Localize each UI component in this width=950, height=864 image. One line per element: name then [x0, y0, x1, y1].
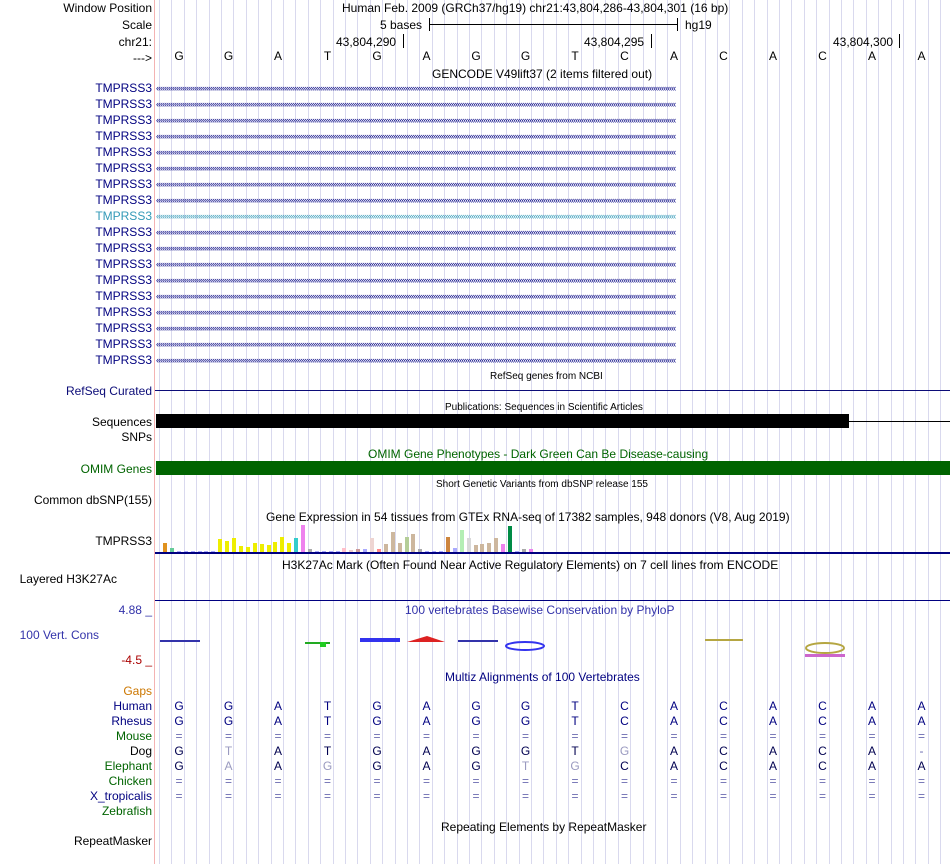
strand-label: --->	[133, 51, 152, 65]
alignment-base: A	[273, 744, 282, 758]
alignment-base: =	[719, 774, 727, 788]
base-letter: A	[422, 49, 431, 63]
alignment-base: A	[867, 699, 876, 713]
base-letter: A	[768, 49, 777, 63]
gridline	[605, 0, 606, 864]
alignment-base: G	[520, 744, 531, 758]
gencode-gene-label[interactable]: TMPRSS3	[95, 209, 152, 223]
alignment-base: C	[719, 714, 728, 728]
alignment-base: G	[372, 714, 382, 728]
pubs-sequence-line	[849, 421, 950, 422]
alignment-base: =	[224, 774, 232, 788]
gtex-tissue-bar[interactable]	[273, 542, 277, 552]
gencode-transcript-line[interactable]: ‹‹‹‹‹‹‹‹‹‹‹‹‹‹‹‹‹‹‹‹‹‹‹‹‹‹‹‹‹‹‹‹‹‹‹‹‹‹‹‹‹‹‹‹‹‹‹‹‹‹‹‹‹‹‹‹‹‹‹‹‹‹‹‹‹‹‹‹‹‹‹‹‹‹‹‹‹‹‹‹‹‹‹‹‹‹‹‹‹‹‹‹‹‹‹‹‹‹‹‹‹‹‹‹‹‹‹‹‹‹‹‹‹‹‹‹‹‹‹‹‹‹‹‹‹‹‹‹‹‹‹‹‹‹‹‹‹‹‹‹‹‹‹‹‹‹‹‹‹‹‹‹‹‹‹‹‹‹‹‹‹‹‹‹‹‹‹‹‹‹‹‹‹‹‹‹‹‹‹‹‹‹‹‹‹‹‹‹‹‹‹‹‹‹‹‹‹‹‹‹‹‹‹‹‹‹‹‹‹‹‹‹‹‹‹‹‹‹‹‹‹‹‹‹‹‹‹‹‹‹‹‹‹‹‹‹‹‹‹‹‹‹‹‹‹‹‹‹‹‹‹‹‹‹‹‹‹‹‹‹	[156, 244, 676, 252]
omim-track-label[interactable]: OMIM Genes	[80, 462, 152, 476]
gridline	[791, 0, 792, 864]
alignment-base: G	[570, 759, 580, 773]
alignment-base: =	[373, 774, 381, 788]
gtex-tissue-bar[interactable]	[398, 543, 402, 552]
gencode-transcript-line[interactable]: ‹‹‹‹‹‹‹‹‹‹‹‹‹‹‹‹‹‹‹‹‹‹‹‹‹‹‹‹‹‹‹‹‹‹‹‹‹‹‹‹‹‹‹‹‹‹‹‹‹‹‹‹‹‹‹‹‹‹‹‹‹‹‹‹‹‹‹‹‹‹‹‹‹‹‹‹‹‹‹‹‹‹‹‹‹‹‹‹‹‹‹‹‹‹‹‹‹‹‹‹‹‹‹‹‹‹‹‹‹‹‹‹‹‹‹‹‹‹‹‹‹‹‹‹‹‹‹‹‹‹‹‹‹‹‹‹‹‹‹‹‹‹‹‹‹‹‹‹‹‹‹‹‹‹‹‹‹‹‹‹‹‹‹‹‹‹‹‹‹‹‹‹‹‹‹‹‹‹‹‹‹‹‹‹‹‹‹‹‹‹‹‹‹‹‹‹‹‹‹‹‹‹‹‹‹‹‹‹‹‹‹‹‹‹‹‹‹‹‹‹‹‹‹‹‹‹‹‹‹‹‹‹‹‹‹‹‹‹‹‹‹‹‹‹‹‹‹‹‹‹‹‹‹‹‹‹‹‹‹‹	[156, 100, 676, 108]
gridline	[742, 0, 743, 864]
alignment-base: C	[620, 714, 629, 728]
species-label[interactable]: Human	[113, 699, 152, 713]
alignment-base: C	[818, 759, 827, 773]
gtex-track-title: Gene Expression in 54 tissues from GTEx RNA-seq of 17382 samples, 948 donors (V8, Aug 2019)	[266, 510, 790, 524]
gridline	[891, 0, 892, 864]
alignment-base: G	[174, 759, 184, 773]
multiz-track-title: Multiz Alignments of 100 Vertebrates	[445, 670, 640, 684]
alignment-base: G	[471, 744, 481, 758]
cons-track-label[interactable]: 100 Vert. Cons	[19, 628, 99, 642]
alignment-base: A	[917, 759, 926, 773]
alignment-base: =	[868, 789, 876, 803]
species-label[interactable]: Dog	[129, 744, 152, 758]
gridline	[903, 0, 904, 864]
alignment-base: G	[619, 744, 630, 758]
dbsnp-track-label[interactable]: Common dbSNP(155)	[33, 493, 152, 507]
gridline	[705, 0, 706, 864]
cons-mark	[506, 642, 544, 650]
gridline	[692, 0, 693, 864]
alignment-base: =	[175, 729, 183, 743]
base-letter: A	[867, 49, 876, 63]
alignment-base: =	[670, 774, 678, 788]
alignment-base: =	[422, 729, 430, 743]
pubs-track-title: Publications: Sequences in Scientific Articles	[445, 402, 643, 413]
gencode-gene-label[interactable]: TMPRSS3	[95, 305, 152, 319]
base-letter: G	[174, 49, 184, 63]
window-position-label: Window Position	[63, 1, 152, 15]
alignment-base: =	[719, 789, 727, 803]
base-letter: G	[471, 49, 481, 63]
cons-ymin-label: -4.5 _	[121, 653, 152, 667]
gtex-tissue-bar[interactable]	[411, 534, 415, 552]
scale-bar-text: 5 bases	[380, 18, 423, 32]
alignment-base: =	[422, 789, 430, 803]
cons-mark	[407, 636, 445, 642]
gridline	[308, 0, 309, 864]
alignment-base: T	[571, 699, 579, 713]
genome-browser-tracks[interactable]	[155, 0, 950, 864]
scale-bar-right-tick	[677, 18, 678, 31]
alignment-base: C	[818, 699, 827, 713]
species-label[interactable]: Rhesus	[111, 714, 152, 728]
alignment-base: A	[768, 744, 777, 758]
window-position-text: Human Feb. 2009 (GRCh37/hg19) chr21:43,804,286-43,804,301 (16 bp)	[342, 1, 729, 15]
alignment-base: G	[471, 714, 481, 728]
alignment-base: A	[422, 699, 431, 713]
alignment-base: =	[769, 774, 777, 788]
alignment-base: T	[571, 744, 579, 758]
gencode-gene-label[interactable]: TMPRSS3	[95, 241, 152, 255]
cons-mark	[305, 642, 330, 644]
pubs-sequence-bar[interactable]	[156, 414, 849, 428]
refseq-track-label[interactable]: RefSeq Curated	[65, 384, 152, 398]
gencode-gene-label[interactable]: TMPRSS3	[95, 177, 152, 191]
gencode-gene-label[interactable]: TMPRSS3	[95, 321, 152, 335]
gridline	[593, 0, 594, 864]
gridline	[506, 0, 507, 864]
gtex-tissue-bar[interactable]	[253, 543, 257, 552]
gtex-expression-chart[interactable]	[155, 524, 950, 552]
alignment-base: =	[620, 774, 628, 788]
alignment-base: T	[571, 714, 579, 728]
h3k27ac-track-title: H3K27Ac Mark (Often Found Near Active Regulatory Elements) on 7 cell lines from ENCODE	[282, 558, 779, 572]
alignment-base: C	[719, 699, 728, 713]
refseq-track-title: RefSeq genes from NCBI	[490, 371, 603, 382]
alignment-base: C	[620, 699, 629, 713]
repeatmasker-track-title: Repeating Elements by RepeatMasker	[441, 820, 647, 834]
gtex-track-label[interactable]: TMPRSS3	[95, 534, 152, 548]
gridline	[407, 0, 408, 864]
gtex-tissue-bar[interactable]	[467, 538, 471, 552]
base-letter: G	[372, 49, 382, 63]
base-letter: T	[571, 49, 579, 63]
alignment-base: G	[223, 714, 234, 728]
gencode-gene-label[interactable]: TMPRSS3	[95, 289, 152, 303]
alignment-base: A	[422, 714, 431, 728]
gencode-gene-label[interactable]: TMPRSS3	[95, 257, 152, 271]
base-letter: C	[818, 49, 827, 63]
gencode-gene-label[interactable]: TMPRSS3	[95, 113, 152, 127]
alignment-base: A	[669, 699, 678, 713]
alignment-base: =	[769, 789, 777, 803]
alignment-base: A	[768, 759, 777, 773]
alignment-base: G	[174, 699, 184, 713]
gtex-tissue-bar[interactable]	[294, 538, 298, 552]
gtex-tissue-bar[interactable]	[370, 538, 374, 552]
alignment-base: G	[372, 744, 382, 758]
alignment-base: =	[719, 729, 727, 743]
gtex-tissue-bar[interactable]	[508, 526, 512, 552]
gencode-transcript-line[interactable]: ‹‹‹‹‹‹‹‹‹‹‹‹‹‹‹‹‹‹‹‹‹‹‹‹‹‹‹‹‹‹‹‹‹‹‹‹‹‹‹‹‹‹‹‹‹‹‹‹‹‹‹‹‹‹‹‹‹‹‹‹‹‹‹‹‹‹‹‹‹‹‹‹‹‹‹‹‹‹‹‹‹‹‹‹‹‹‹‹‹‹‹‹‹‹‹‹‹‹‹‹‹‹‹‹‹‹‹‹‹‹‹‹‹‹‹‹‹‹‹‹‹‹‹‹‹‹‹‹‹‹‹‹‹‹‹‹‹‹‹‹‹‹‹‹‹‹‹‹‹‹‹‹‹‹‹‹‹‹‹‹‹‹‹‹‹‹‹‹‹‹‹‹‹‹‹‹‹‹‹‹‹‹‹‹‹‹‹‹‹‹‹‹‹‹‹‹‹‹‹‹‹‹‹‹‹‹‹‹‹‹‹‹‹‹‹‹‹‹‹‹‹‹‹‹‹‹‹‹‹‹‹‹‹‹‹‹‹‹‹‹‹‹‹‹‹‹‹‹‹‹‹‹‹‹‹‹‹‹‹‹	[156, 292, 676, 300]
alignment-base: =	[917, 789, 925, 803]
alignment-base: A	[224, 759, 233, 773]
alignment-base: =	[422, 774, 430, 788]
assembly-label: hg19	[685, 18, 712, 32]
alignment-base: =	[670, 729, 678, 743]
gencode-transcript-line[interactable]: ‹‹‹‹‹‹‹‹‹‹‹‹‹‹‹‹‹‹‹‹‹‹‹‹‹‹‹‹‹‹‹‹‹‹‹‹‹‹‹‹‹‹‹‹‹‹‹‹‹‹‹‹‹‹‹‹‹‹‹‹‹‹‹‹‹‹‹‹‹‹‹‹‹‹‹‹‹‹‹‹‹‹‹‹‹‹‹‹‹‹‹‹‹‹‹‹‹‹‹‹‹‹‹‹‹‹‹‹‹‹‹‹‹‹‹‹‹‹‹‹‹‹‹‹‹‹‹‹‹‹‹‹‹‹‹‹‹‹‹‹‹‹‹‹‹‹‹‹‹‹‹‹‹‹‹‹‹‹‹‹‹‹‹‹‹‹‹‹‹‹‹‹‹‹‹‹‹‹‹‹‹‹‹‹‹‹‹‹‹‹‹‹‹‹‹‹‹‹‹‹‹‹‹‹‹‹‹‹‹‹‹‹‹‹‹‹‹‹‹‹‹‹‹‹‹‹‹‹‹‹‹‹‹‹‹‹‹‹‹‹‹‹‹‹‹‹‹‹‹‹‹‹‹‹‹‹‹‹‹‹	[156, 308, 676, 316]
alignment-base: =	[224, 789, 232, 803]
gencode-transcript-line[interactable]: ‹‹‹‹‹‹‹‹‹‹‹‹‹‹‹‹‹‹‹‹‹‹‹‹‹‹‹‹‹‹‹‹‹‹‹‹‹‹‹‹‹‹‹‹‹‹‹‹‹‹‹‹‹‹‹‹‹‹‹‹‹‹‹‹‹‹‹‹‹‹‹‹‹‹‹‹‹‹‹‹‹‹‹‹‹‹‹‹‹‹‹‹‹‹‹‹‹‹‹‹‹‹‹‹‹‹‹‹‹‹‹‹‹‹‹‹‹‹‹‹‹‹‹‹‹‹‹‹‹‹‹‹‹‹‹‹‹‹‹‹‹‹‹‹‹‹‹‹‹‹‹‹‹‹‹‹‹‹‹‹‹‹‹‹‹‹‹‹‹‹‹‹‹‹‹‹‹‹‹‹‹‹‹‹‹‹‹‹‹‹‹‹‹‹‹‹‹‹‹‹‹‹‹‹‹‹‹‹‹‹‹‹‹‹‹‹‹‹‹‹‹‹‹‹‹‹‹‹‹‹‹‹‹‹‹‹‹‹‹‹‹‹‹‹‹‹‹‹‹‹‹‹‹‹‹‹‹‹‹‹	[156, 276, 676, 284]
gencode-transcript-line[interactable]: ‹‹‹‹‹‹‹‹‹‹‹‹‹‹‹‹‹‹‹‹‹‹‹‹‹‹‹‹‹‹‹‹‹‹‹‹‹‹‹‹‹‹‹‹‹‹‹‹‹‹‹‹‹‹‹‹‹‹‹‹‹‹‹‹‹‹‹‹‹‹‹‹‹‹‹‹‹‹‹‹‹‹‹‹‹‹‹‹‹‹‹‹‹‹‹‹‹‹‹‹‹‹‹‹‹‹‹‹‹‹‹‹‹‹‹‹‹‹‹‹‹‹‹‹‹‹‹‹‹‹‹‹‹‹‹‹‹‹‹‹‹‹‹‹‹‹‹‹‹‹‹‹‹‹‹‹‹‹‹‹‹‹‹‹‹‹‹‹‹‹‹‹‹‹‹‹‹‹‹‹‹‹‹‹‹‹‹‹‹‹‹‹‹‹‹‹‹‹‹‹‹‹‹‹‹‹‹‹‹‹‹‹‹‹‹‹‹‹‹‹‹‹‹‹‹‹‹‹‹‹‹‹‹‹‹‹‹‹‹‹‹‹‹‹‹‹‹‹‹‹‹‹‹‹‹‹‹‹‹‹	[156, 356, 676, 364]
gencode-gene-label[interactable]: TMPRSS3	[95, 129, 152, 143]
alignment-base: =	[769, 729, 777, 743]
alignment-base: A	[273, 699, 282, 713]
gtex-tissue-bar[interactable]	[225, 541, 229, 552]
ruler-tick-label: 43,804,300	[833, 35, 894, 49]
cons-mark	[458, 640, 498, 642]
gtex-tissue-bar[interactable]	[487, 543, 491, 552]
cons-track-title: 100 vertebrates Basewise Conservation by PhyloP	[405, 603, 675, 617]
gtex-tissue-bar[interactable]	[267, 545, 271, 552]
alignment-base: =	[818, 789, 826, 803]
gridline	[258, 0, 259, 864]
gridline	[655, 0, 656, 864]
gtex-tissue-bar[interactable]	[405, 537, 409, 552]
gtex-tissue-bar[interactable]	[474, 545, 478, 552]
gencode-gene-label[interactable]: TMPRSS3	[95, 81, 152, 95]
alignment-base: T	[521, 759, 530, 773]
alignment-base: =	[818, 729, 826, 743]
alignment-base: A	[669, 759, 678, 773]
cons-ymax-label: 4.88 _	[118, 603, 152, 617]
gridline	[804, 0, 805, 864]
gtex-tissue-bar[interactable]	[494, 538, 498, 552]
alignment-base: =	[521, 774, 529, 788]
alignment-base: =	[323, 789, 331, 803]
gridline	[841, 0, 842, 864]
gridline	[457, 0, 458, 864]
alignment-base: =	[224, 729, 232, 743]
gridline	[295, 0, 296, 864]
gridline	[395, 0, 396, 864]
gencode-transcript-line[interactable]: ‹‹‹‹‹‹‹‹‹‹‹‹‹‹‹‹‹‹‹‹‹‹‹‹‹‹‹‹‹‹‹‹‹‹‹‹‹‹‹‹‹‹‹‹‹‹‹‹‹‹‹‹‹‹‹‹‹‹‹‹‹‹‹‹‹‹‹‹‹‹‹‹‹‹‹‹‹‹‹‹‹‹‹‹‹‹‹‹‹‹‹‹‹‹‹‹‹‹‹‹‹‹‹‹‹‹‹‹‹‹‹‹‹‹‹‹‹‹‹‹‹‹‹‹‹‹‹‹‹‹‹‹‹‹‹‹‹‹‹‹‹‹‹‹‹‹‹‹‹‹‹‹‹‹‹‹‹‹‹‹‹‹‹‹‹‹‹‹‹‹‹‹‹‹‹‹‹‹‹‹‹‹‹‹‹‹‹‹‹‹‹‹‹‹‹‹‹‹‹‹‹‹‹‹‹‹‹‹‹‹‹‹‹‹‹‹‹‹‹‹‹‹‹‹‹‹‹‹‹‹‹‹‹‹‹‹‹‹‹‹‹‹‹‹‹‹‹‹‹‹‹‹‹‹‹‹‹‹‹‹	[156, 148, 676, 156]
gridline	[940, 0, 941, 864]
gtex-tissue-bar[interactable]	[301, 525, 305, 552]
gtex-tissue-bar[interactable]	[218, 539, 222, 552]
snps-track-label[interactable]: SNPs	[121, 430, 152, 444]
gtex-tissue-bar[interactable]	[287, 543, 291, 552]
ruler-tick-label: 43,804,290	[336, 35, 397, 49]
gridline	[444, 0, 445, 864]
cons-phylop-logo[interactable]	[155, 630, 950, 660]
alignment-base: C	[620, 759, 629, 773]
ruler-tick-label: 43,804,295	[584, 35, 645, 49]
alignment-base: G	[372, 699, 382, 713]
h3k27ac-baseline	[155, 600, 950, 601]
gridline	[754, 0, 755, 864]
alignment-base: A	[422, 744, 431, 758]
gencode-gene-label[interactable]: TMPRSS3	[95, 97, 152, 111]
alignment-base: A	[867, 714, 876, 728]
gencode-transcript-line[interactable]: ‹‹‹‹‹‹‹‹‹‹‹‹‹‹‹‹‹‹‹‹‹‹‹‹‹‹‹‹‹‹‹‹‹‹‹‹‹‹‹‹‹‹‹‹‹‹‹‹‹‹‹‹‹‹‹‹‹‹‹‹‹‹‹‹‹‹‹‹‹‹‹‹‹‹‹‹‹‹‹‹‹‹‹‹‹‹‹‹‹‹‹‹‹‹‹‹‹‹‹‹‹‹‹‹‹‹‹‹‹‹‹‹‹‹‹‹‹‹‹‹‹‹‹‹‹‹‹‹‹‹‹‹‹‹‹‹‹‹‹‹‹‹‹‹‹‹‹‹‹‹‹‹‹‹‹‹‹‹‹‹‹‹‹‹‹‹‹‹‹‹‹‹‹‹‹‹‹‹‹‹‹‹‹‹‹‹‹‹‹‹‹‹‹‹‹‹‹‹‹‹‹‹‹‹‹‹‹‹‹‹‹‹‹‹‹‹‹‹‹‹‹‹‹‹‹‹‹‹‹‹‹‹‹‹‹‹‹‹‹‹‹‹‹‹‹‹‹‹‹‹‹‹‹‹‹‹‹‹‹‹	[156, 324, 676, 332]
cons-mark	[360, 638, 400, 642]
gencode-transcript-line[interactable]: ‹‹‹‹‹‹‹‹‹‹‹‹‹‹‹‹‹‹‹‹‹‹‹‹‹‹‹‹‹‹‹‹‹‹‹‹‹‹‹‹‹‹‹‹‹‹‹‹‹‹‹‹‹‹‹‹‹‹‹‹‹‹‹‹‹‹‹‹‹‹‹‹‹‹‹‹‹‹‹‹‹‹‹‹‹‹‹‹‹‹‹‹‹‹‹‹‹‹‹‹‹‹‹‹‹‹‹‹‹‹‹‹‹‹‹‹‹‹‹‹‹‹‹‹‹‹‹‹‹‹‹‹‹‹‹‹‹‹‹‹‹‹‹‹‹‹‹‹‹‹‹‹‹‹‹‹‹‹‹‹‹‹‹‹‹‹‹‹‹‹‹‹‹‹‹‹‹‹‹‹‹‹‹‹‹‹‹‹‹‹‹‹‹‹‹‹‹‹‹‹‹‹‹‹‹‹‹‹‹‹‹‹‹‹‹‹‹‹‹‹‹‹‹‹‹‹‹‹‹‹‹‹‹‹‹‹‹‹‹‹‹‹‹‹‹‹‹‹‹‹‹‹‹‹‹‹‹‹‹‹	[156, 116, 676, 124]
alignment-base: =	[175, 789, 183, 803]
gtex-tissue-bar[interactable]	[163, 543, 167, 552]
alignment-base: G	[174, 714, 184, 728]
alignment-base: =	[571, 774, 579, 788]
gencode-gene-label[interactable]: TMPRSS3	[95, 193, 152, 207]
gencode-transcript-line[interactable]: ‹‹‹‹‹‹‹‹‹‹‹‹‹‹‹‹‹‹‹‹‹‹‹‹‹‹‹‹‹‹‹‹‹‹‹‹‹‹‹‹‹‹‹‹‹‹‹‹‹‹‹‹‹‹‹‹‹‹‹‹‹‹‹‹‹‹‹‹‹‹‹‹‹‹‹‹‹‹‹‹‹‹‹‹‹‹‹‹‹‹‹‹‹‹‹‹‹‹‹‹‹‹‹‹‹‹‹‹‹‹‹‹‹‹‹‹‹‹‹‹‹‹‹‹‹‹‹‹‹‹‹‹‹‹‹‹‹‹‹‹‹‹‹‹‹‹‹‹‹‹‹‹‹‹‹‹‹‹‹‹‹‹‹‹‹‹‹‹‹‹‹‹‹‹‹‹‹‹‹‹‹‹‹‹‹‹‹‹‹‹‹‹‹‹‹‹‹‹‹‹‹‹‹‹‹‹‹‹‹‹‹‹‹‹‹‹‹‹‹‹‹‹‹‹‹‹‹‹‹‹‹‹‹‹‹‹‹‹‹‹‹‹‹‹‹‹‹‹‹‹‹‹‹‹‹‹‹‹‹‹	[156, 180, 676, 188]
alignment-base: C	[719, 759, 728, 773]
track-label-panel	[0, 0, 154, 864]
species-label[interactable]: X_tropicalis	[89, 789, 152, 803]
gencode-transcript-line[interactable]: ‹‹‹‹‹‹‹‹‹‹‹‹‹‹‹‹‹‹‹‹‹‹‹‹‹‹‹‹‹‹‹‹‹‹‹‹‹‹‹‹‹‹‹‹‹‹‹‹‹‹‹‹‹‹‹‹‹‹‹‹‹‹‹‹‹‹‹‹‹‹‹‹‹‹‹‹‹‹‹‹‹‹‹‹‹‹‹‹‹‹‹‹‹‹‹‹‹‹‹‹‹‹‹‹‹‹‹‹‹‹‹‹‹‹‹‹‹‹‹‹‹‹‹‹‹‹‹‹‹‹‹‹‹‹‹‹‹‹‹‹‹‹‹‹‹‹‹‹‹‹‹‹‹‹‹‹‹‹‹‹‹‹‹‹‹‹‹‹‹‹‹‹‹‹‹‹‹‹‹‹‹‹‹‹‹‹‹‹‹‹‹‹‹‹‹‹‹‹‹‹‹‹‹‹‹‹‹‹‹‹‹‹‹‹‹‹‹‹‹‹‹‹‹‹‹‹‹‹‹‹‹‹‹‹‹‹‹‹‹‹‹‹‹‹‹‹‹‹‹‹‹‹‹‹‹‹‹‹‹‹	[156, 84, 676, 92]
gencode-gene-label[interactable]: TMPRSS3	[95, 273, 152, 287]
gridline	[209, 0, 210, 864]
alignment-base: =	[323, 729, 331, 743]
gridline	[357, 0, 358, 864]
alignment-base: A	[669, 714, 678, 728]
omim-gene-bar[interactable]	[156, 461, 950, 475]
gtex-tissue-bar[interactable]	[260, 544, 264, 552]
cons-mark	[806, 643, 844, 653]
scale-bar-left-tick	[429, 18, 430, 31]
alignment-base: =	[274, 774, 282, 788]
alignment-base: =	[868, 729, 876, 743]
alignment-base: =	[620, 729, 628, 743]
multiz-gaps-label[interactable]: Gaps	[123, 684, 152, 698]
alignment-base: T	[224, 744, 233, 758]
alignment-base: A	[273, 714, 282, 728]
species-label[interactable]: Chicken	[108, 774, 152, 788]
refseq-gene-line[interactable]	[155, 390, 950, 391]
alignment-base: G	[322, 759, 333, 773]
alignment-base: =	[274, 789, 282, 803]
gencode-track-title: GENCODE V49lift37 (2 items filtered out)	[432, 67, 653, 81]
gtex-tissue-bar[interactable]	[480, 544, 484, 552]
alignment-base: C	[818, 714, 827, 728]
gridline	[556, 0, 557, 864]
alignment-base: G	[520, 714, 531, 728]
gtex-tissue-bar[interactable]	[391, 532, 395, 552]
ruler-tick	[403, 34, 404, 48]
alignment-base: =	[472, 729, 480, 743]
alignment-base: G	[372, 759, 382, 773]
alignment-base: =	[323, 774, 331, 788]
pubs-track-label[interactable]: Sequences	[91, 415, 152, 429]
alignment-base: G	[174, 744, 184, 758]
gencode-transcript-line[interactable]: ‹‹‹‹‹‹‹‹‹‹‹‹‹‹‹‹‹‹‹‹‹‹‹‹‹‹‹‹‹‹‹‹‹‹‹‹‹‹‹‹‹‹‹‹‹‹‹‹‹‹‹‹‹‹‹‹‹‹‹‹‹‹‹‹‹‹‹‹‹‹‹‹‹‹‹‹‹‹‹‹‹‹‹‹‹‹‹‹‹‹‹‹‹‹‹‹‹‹‹‹‹‹‹‹‹‹‹‹‹‹‹‹‹‹‹‹‹‹‹‹‹‹‹‹‹‹‹‹‹‹‹‹‹‹‹‹‹‹‹‹‹‹‹‹‹‹‹‹‹‹‹‹‹‹‹‹‹‹‹‹‹‹‹‹‹‹‹‹‹‹‹‹‹‹‹‹‹‹‹‹‹‹‹‹‹‹‹‹‹‹‹‹‹‹‹‹‹‹‹‹‹‹‹‹‹‹‹‹‹‹‹‹‹‹‹‹‹‹‹‹‹‹‹‹‹‹‹‹‹‹‹‹‹‹‹‹‹‹‹‹‹‹‹‹‹‹‹‹‹‹‹‹‹‹‹‹‹‹‹‹	[156, 340, 676, 348]
gridline	[494, 0, 495, 864]
alignment-base: =	[620, 789, 628, 803]
alignment-base: A	[273, 759, 282, 773]
gencode-transcript-line[interactable]: ‹‹‹‹‹‹‹‹‹‹‹‹‹‹‹‹‹‹‹‹‹‹‹‹‹‹‹‹‹‹‹‹‹‹‹‹‹‹‹‹‹‹‹‹‹‹‹‹‹‹‹‹‹‹‹‹‹‹‹‹‹‹‹‹‹‹‹‹‹‹‹‹‹‹‹‹‹‹‹‹‹‹‹‹‹‹‹‹‹‹‹‹‹‹‹‹‹‹‹‹‹‹‹‹‹‹‹‹‹‹‹‹‹‹‹‹‹‹‹‹‹‹‹‹‹‹‹‹‹‹‹‹‹‹‹‹‹‹‹‹‹‹‹‹‹‹‹‹‹‹‹‹‹‹‹‹‹‹‹‹‹‹‹‹‹‹‹‹‹‹‹‹‹‹‹‹‹‹‹‹‹‹‹‹‹‹‹‹‹‹‹‹‹‹‹‹‹‹‹‹‹‹‹‹‹‹‹‹‹‹‹‹‹‹‹‹‹‹‹‹‹‹‹‹‹‹‹‹‹‹‹‹‹‹‹‹‹‹‹‹‹‹‹‹‹‹‹‹‹‹‹‹‹‹‹‹‹‹‹‹	[156, 132, 676, 140]
gencode-gene-label[interactable]: TMPRSS3	[95, 161, 152, 175]
alignment-base: A	[669, 744, 678, 758]
alignment-base: =	[571, 789, 579, 803]
alignment-base: G	[471, 759, 481, 773]
scale-bar-line	[429, 24, 677, 25]
ruler-tick	[899, 34, 900, 48]
species-label[interactable]: Mouse	[115, 729, 152, 743]
base-letter: C	[620, 49, 629, 63]
cons-mark	[805, 654, 845, 657]
base-letter: A	[917, 49, 926, 63]
gtex-tissue-bar[interactable]	[232, 538, 236, 552]
alignment-base: =	[521, 729, 529, 743]
base-letter: G	[223, 49, 234, 63]
alignment-base: =	[868, 774, 876, 788]
gtex-tissue-bar[interactable]	[384, 544, 388, 552]
gtex-baseline	[155, 552, 950, 554]
gencode-gene-label[interactable]: TMPRSS3	[95, 353, 152, 367]
gencode-transcript-line[interactable]: ‹‹‹‹‹‹‹‹‹‹‹‹‹‹‹‹‹‹‹‹‹‹‹‹‹‹‹‹‹‹‹‹‹‹‹‹‹‹‹‹‹‹‹‹‹‹‹‹‹‹‹‹‹‹‹‹‹‹‹‹‹‹‹‹‹‹‹‹‹‹‹‹‹‹‹‹‹‹‹‹‹‹‹‹‹‹‹‹‹‹‹‹‹‹‹‹‹‹‹‹‹‹‹‹‹‹‹‹‹‹‹‹‹‹‹‹‹‹‹‹‹‹‹‹‹‹‹‹‹‹‹‹‹‹‹‹‹‹‹‹‹‹‹‹‹‹‹‹‹‹‹‹‹‹‹‹‹‹‹‹‹‹‹‹‹‹‹‹‹‹‹‹‹‹‹‹‹‹‹‹‹‹‹‹‹‹‹‹‹‹‹‹‹‹‹‹‹‹‹‹‹‹‹‹‹‹‹‹‹‹‹‹‹‹‹‹‹‹‹‹‹‹‹‹‹‹‹‹‹‹‹‹‹‹‹‹‹‹‹‹‹‹‹‹‹‹‹‹‹‹‹‹‹‹‹‹‹‹‹‹	[156, 228, 676, 236]
gtex-tissue-bar[interactable]	[280, 537, 284, 552]
alignment-base: G	[471, 699, 481, 713]
gencode-transcript-line[interactable]: ‹‹‹‹‹‹‹‹‹‹‹‹‹‹‹‹‹‹‹‹‹‹‹‹‹‹‹‹‹‹‹‹‹‹‹‹‹‹‹‹‹‹‹‹‹‹‹‹‹‹‹‹‹‹‹‹‹‹‹‹‹‹‹‹‹‹‹‹‹‹‹‹‹‹‹‹‹‹‹‹‹‹‹‹‹‹‹‹‹‹‹‹‹‹‹‹‹‹‹‹‹‹‹‹‹‹‹‹‹‹‹‹‹‹‹‹‹‹‹‹‹‹‹‹‹‹‹‹‹‹‹‹‹‹‹‹‹‹‹‹‹‹‹‹‹‹‹‹‹‹‹‹‹‹‹‹‹‹‹‹‹‹‹‹‹‹‹‹‹‹‹‹‹‹‹‹‹‹‹‹‹‹‹‹‹‹‹‹‹‹‹‹‹‹‹‹‹‹‹‹‹‹‹‹‹‹‹‹‹‹‹‹‹‹‹‹‹‹‹‹‹‹‹‹‹‹‹‹‹‹‹‹‹‹‹‹‹‹‹‹‹‹‹‹‹‹‹‹‹‹‹‹‹‹‹‹‹‹‹‹	[156, 212, 676, 220]
alignment-base: =	[472, 774, 480, 788]
alignment-base: =	[472, 789, 480, 803]
cons-mark	[320, 642, 326, 647]
alignment-base: T	[323, 744, 332, 758]
gridline	[643, 0, 644, 864]
base-letter: G	[520, 49, 531, 63]
alignment-base: =	[274, 729, 282, 743]
gtex-tissue-bar[interactable]	[460, 530, 464, 552]
gencode-transcript-line[interactable]: ‹‹‹‹‹‹‹‹‹‹‹‹‹‹‹‹‹‹‹‹‹‹‹‹‹‹‹‹‹‹‹‹‹‹‹‹‹‹‹‹‹‹‹‹‹‹‹‹‹‹‹‹‹‹‹‹‹‹‹‹‹‹‹‹‹‹‹‹‹‹‹‹‹‹‹‹‹‹‹‹‹‹‹‹‹‹‹‹‹‹‹‹‹‹‹‹‹‹‹‹‹‹‹‹‹‹‹‹‹‹‹‹‹‹‹‹‹‹‹‹‹‹‹‹‹‹‹‹‹‹‹‹‹‹‹‹‹‹‹‹‹‹‹‹‹‹‹‹‹‹‹‹‹‹‹‹‹‹‹‹‹‹‹‹‹‹‹‹‹‹‹‹‹‹‹‹‹‹‹‹‹‹‹‹‹‹‹‹‹‹‹‹‹‹‹‹‹‹‹‹‹‹‹‹‹‹‹‹‹‹‹‹‹‹‹‹‹‹‹‹‹‹‹‹‹‹‹‹‹‹‹‹‹‹‹‹‹‹‹‹‹‹‹‹‹‹‹‹‹‹‹‹‹‹‹‹‹‹‹‹	[156, 260, 676, 268]
scale-label: Scale	[121, 18, 152, 32]
gridline	[196, 0, 197, 864]
alignment-base: =	[917, 729, 925, 743]
alignment-base: =	[521, 789, 529, 803]
alignment-base: =	[571, 729, 579, 743]
alignment-base: A	[768, 699, 777, 713]
gencode-gene-label[interactable]: TMPRSS3	[95, 225, 152, 239]
omim-track-title: OMIM Gene Phenotypes - Dark Green Can Be Disease-causing	[368, 447, 709, 461]
alignment-base: =	[373, 789, 381, 803]
dbsnp-track-title: Short Genetic Variants from dbSNP release 155	[436, 479, 648, 490]
alignment-base: T	[323, 699, 332, 713]
gridline	[345, 0, 346, 864]
gencode-transcript-line[interactable]: ‹‹‹‹‹‹‹‹‹‹‹‹‹‹‹‹‹‹‹‹‹‹‹‹‹‹‹‹‹‹‹‹‹‹‹‹‹‹‹‹‹‹‹‹‹‹‹‹‹‹‹‹‹‹‹‹‹‹‹‹‹‹‹‹‹‹‹‹‹‹‹‹‹‹‹‹‹‹‹‹‹‹‹‹‹‹‹‹‹‹‹‹‹‹‹‹‹‹‹‹‹‹‹‹‹‹‹‹‹‹‹‹‹‹‹‹‹‹‹‹‹‹‹‹‹‹‹‹‹‹‹‹‹‹‹‹‹‹‹‹‹‹‹‹‹‹‹‹‹‹‹‹‹‹‹‹‹‹‹‹‹‹‹‹‹‹‹‹‹‹‹‹‹‹‹‹‹‹‹‹‹‹‹‹‹‹‹‹‹‹‹‹‹‹‹‹‹‹‹‹‹‹‹‹‹‹‹‹‹‹‹‹‹‹‹‹‹‹‹‹‹‹‹‹‹‹‹‹‹‹‹‹‹‹‹‹‹‹‹‹‹‹‹‹‹‹‹‹‹‹‹‹‹‹‹‹‹‹‹‹	[156, 196, 676, 204]
species-label[interactable]: Elephant	[104, 759, 152, 773]
alignment-base: A	[768, 714, 777, 728]
species-label[interactable]: Zebrafish	[101, 804, 152, 818]
alignment-base: =	[670, 789, 678, 803]
gencode-gene-label[interactable]: TMPRSS3	[95, 145, 152, 159]
chrom-label: chr21:	[118, 35, 152, 49]
base-letter: C	[719, 49, 728, 63]
alignment-base: G	[223, 699, 234, 713]
base-letter: T	[323, 49, 332, 63]
base-letter: A	[669, 49, 678, 63]
gencode-gene-label[interactable]: TMPRSS3	[95, 337, 152, 351]
ruler-tick	[651, 34, 652, 48]
cons-mark	[705, 639, 743, 641]
gtex-tissue-bar[interactable]	[446, 537, 450, 552]
alignment-base: -	[919, 744, 924, 758]
alignment-base: A	[917, 699, 926, 713]
alignment-base: G	[520, 699, 531, 713]
gridline	[246, 0, 247, 864]
alignment-base: =	[175, 774, 183, 788]
alignment-base: A	[917, 714, 926, 728]
alignment-base: T	[323, 714, 332, 728]
gridline	[543, 0, 544, 864]
h3k27ac-track-label[interactable]: Layered H3K27Ac	[19, 572, 117, 586]
gridline	[853, 0, 854, 864]
alignment-base: C	[719, 744, 728, 758]
base-letter: A	[273, 49, 282, 63]
alignment-base: =	[818, 774, 826, 788]
gencode-transcript-line[interactable]: ‹‹‹‹‹‹‹‹‹‹‹‹‹‹‹‹‹‹‹‹‹‹‹‹‹‹‹‹‹‹‹‹‹‹‹‹‹‹‹‹‹‹‹‹‹‹‹‹‹‹‹‹‹‹‹‹‹‹‹‹‹‹‹‹‹‹‹‹‹‹‹‹‹‹‹‹‹‹‹‹‹‹‹‹‹‹‹‹‹‹‹‹‹‹‹‹‹‹‹‹‹‹‹‹‹‹‹‹‹‹‹‹‹‹‹‹‹‹‹‹‹‹‹‹‹‹‹‹‹‹‹‹‹‹‹‹‹‹‹‹‹‹‹‹‹‹‹‹‹‹‹‹‹‹‹‹‹‹‹‹‹‹‹‹‹‹‹‹‹‹‹‹‹‹‹‹‹‹‹‹‹‹‹‹‹‹‹‹‹‹‹‹‹‹‹‹‹‹‹‹‹‹‹‹‹‹‹‹‹‹‹‹‹‹‹‹‹‹‹‹‹‹‹‹‹‹‹‹‹‹‹‹‹‹‹‹‹‹‹‹‹‹‹‹‹‹‹‹‹‹‹‹‹‹‹‹‹‹‹‹	[156, 164, 676, 172]
alignment-base: A	[867, 759, 876, 773]
alignment-base: =	[373, 729, 381, 743]
gridline	[159, 0, 160, 864]
alignment-base: A	[422, 759, 431, 773]
cons-mark	[160, 640, 200, 642]
alignment-base: A	[867, 744, 876, 758]
repeatmasker-track-label[interactable]: RepeatMasker	[73, 834, 152, 848]
alignment-base: =	[917, 774, 925, 788]
gtex-tissue-bar[interactable]	[501, 544, 505, 552]
alignment-base: C	[818, 744, 827, 758]
